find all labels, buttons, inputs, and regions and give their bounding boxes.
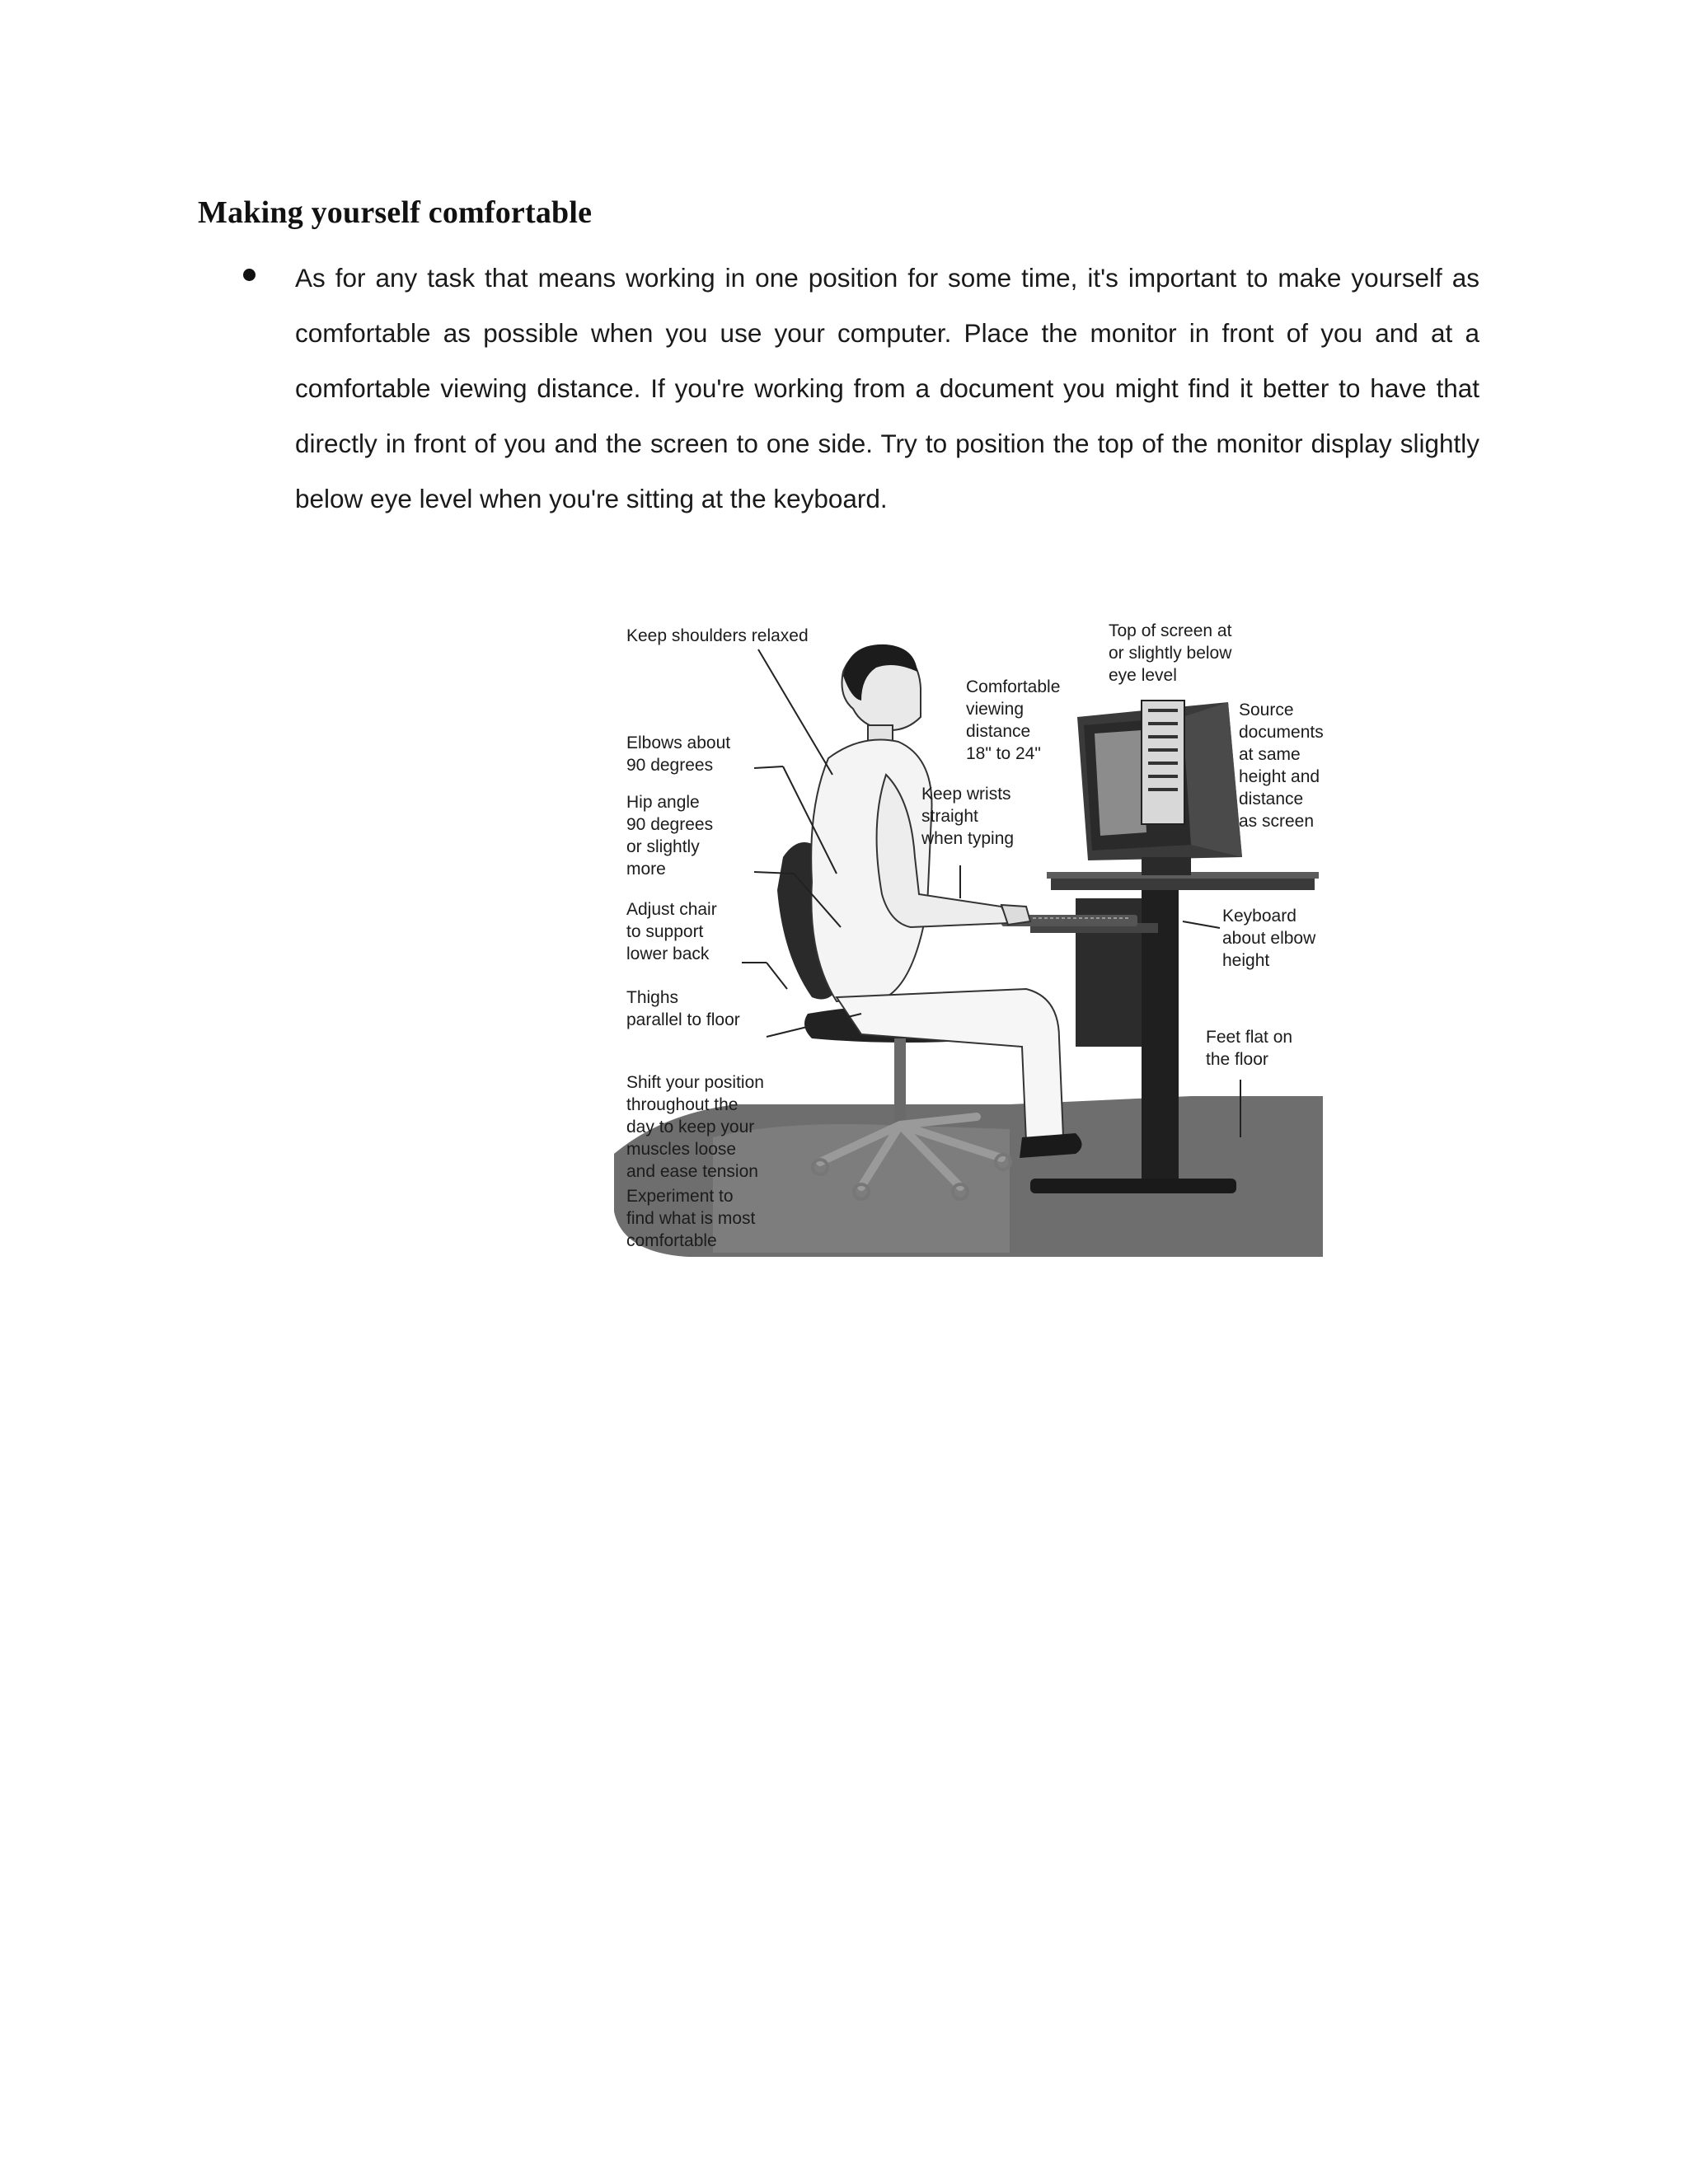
- bullet-list: [243, 251, 1479, 527]
- label-feet: Feet flat on the floor: [1206, 1028, 1293, 1069]
- bullet-icon: [243, 269, 256, 281]
- label-thighs: Thighs parallel to floor: [626, 988, 740, 1029]
- monitor-glare: [1095, 730, 1146, 836]
- chair-post: [894, 1038, 906, 1129]
- label-viewing-distance: Comfortable viewing distance 18" to 24": [966, 677, 1061, 763]
- ergonomics-diagram: [614, 610, 1339, 1277]
- label-hip-angle: Hip angle 90 degrees or slightly more: [626, 793, 714, 879]
- label-experiment: Experiment to find what is most comfortable: [626, 1187, 756, 1250]
- section-heading: Making yourself comfortable: [198, 195, 593, 230]
- label-keyboard: Keyboard about elbow height: [1222, 907, 1316, 970]
- desk-base: [1030, 1179, 1236, 1193]
- list-item: [243, 251, 1479, 527]
- monitor-stand: [1142, 857, 1191, 875]
- label-shift-position: Shift your position throughout the day to keep your muscles loose and ease tension: [626, 1073, 764, 1181]
- ergonomics-illustration: [614, 610, 1339, 1277]
- bullet-text: As for any task that means working in one position for some time, it's important to make yourself as comfortable as possible when you use your computer. Place the monitor in front of you and at a comfortable viewing distance. If you're working from a document you might find it better to have that directly in front of you and the screen to one side. Try to position the top of the monitor display slightly below eye level when you're sitting at the keyboard.: [295, 263, 1479, 513]
- label-top-screen: Top of screen at or slightly below eye level: [1109, 621, 1232, 685]
- label-wrists: Keep wrists straight when typing: [921, 785, 1015, 848]
- label-adjust-chair: Adjust chair to support lower back: [626, 900, 717, 963]
- label-shoulders: Keep shoulders relaxed: [626, 626, 809, 645]
- label-source-documents: Source documents at same height and distance as screen: [1239, 701, 1324, 831]
- desk-leg: [1142, 890, 1179, 1179]
- label-elbows: Elbows about 90 degrees: [626, 733, 731, 775]
